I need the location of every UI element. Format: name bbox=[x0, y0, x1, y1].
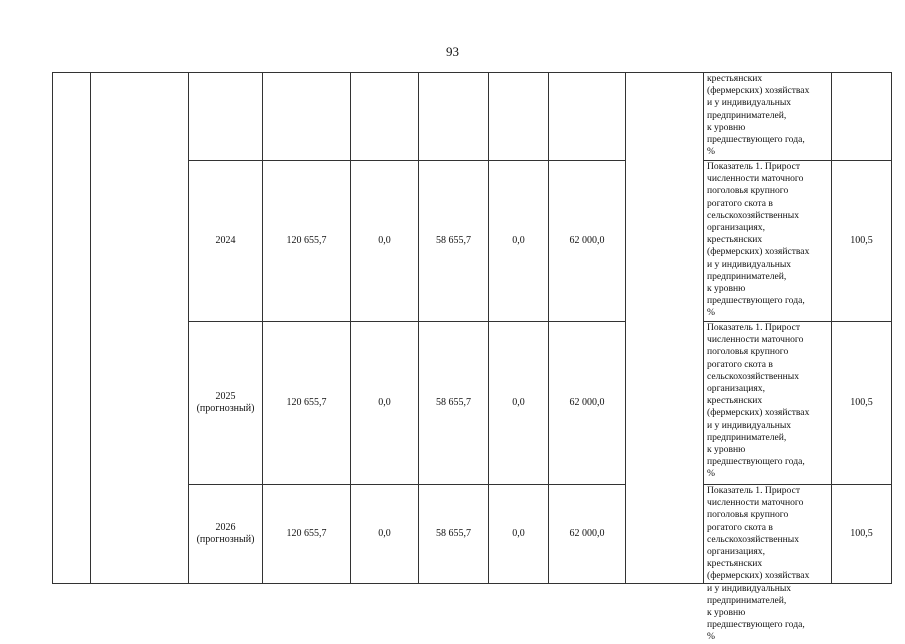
indicator-text: Показатель 1. Прирост численности маточного поголовья крупного рогатого скота в сельскохозяйственных организациях, крестьянских (фермерских) хозяйствах и у индивидуальных предпринимателей, к уровню предшествующего года, % bbox=[707, 161, 810, 319]
table-row bbox=[53, 73, 892, 161]
indicator-value: 100,5 bbox=[832, 485, 892, 584]
empty-cell bbox=[626, 73, 704, 584]
indicator-value: 100,5 bbox=[832, 322, 892, 485]
amount-cell: 0,0 bbox=[489, 161, 549, 322]
indicator-text: крестьянских (фермерских) хозяйствах и у индивидуальных предпринимателей, к уровню предшествующего года, % bbox=[707, 73, 810, 158]
amount-cell: 58 655,7 bbox=[419, 322, 489, 485]
empty-cell bbox=[189, 73, 263, 161]
indicator-cell bbox=[704, 73, 832, 161]
empty-cell bbox=[489, 73, 549, 161]
year-cell bbox=[189, 161, 263, 322]
amount-cell: 62 000,0 bbox=[549, 161, 626, 322]
year-note: (прогнозный) bbox=[196, 534, 255, 545]
page-number: 93 bbox=[446, 44, 459, 59]
year-note: (прогнозный) bbox=[196, 403, 255, 414]
indicator-value: 100,5 bbox=[832, 161, 892, 322]
empty-cell bbox=[53, 73, 91, 584]
year: 2025 bbox=[215, 391, 236, 402]
indicator-cell bbox=[704, 322, 832, 485]
total-cell: 120 655,7 bbox=[263, 161, 351, 322]
amount-cell: 58 655,7 bbox=[419, 161, 489, 322]
empty-cell bbox=[263, 73, 351, 161]
indicator-text: Показатель 1. Прирост численности маточного поголовья крупного рогатого скота в сельскохозяйственных организациях, крестьянских (фермерских) хозяйствах и у индивидуальных предпринимателей, к уровню предшествующего года, % bbox=[707, 485, 810, 643]
year: 2024 bbox=[215, 235, 236, 246]
empty-cell bbox=[351, 73, 419, 161]
total-cell: 120 655,7 bbox=[263, 322, 351, 485]
amount-cell: 62 000,0 bbox=[549, 485, 626, 584]
amount-cell: 0,0 bbox=[351, 161, 419, 322]
amount-cell: 0,0 bbox=[489, 485, 549, 584]
year: 2026 bbox=[215, 522, 236, 533]
total-cell: 120 655,7 bbox=[263, 485, 351, 584]
year-cell bbox=[189, 485, 263, 584]
empty-cell bbox=[419, 73, 489, 161]
empty-cell bbox=[549, 73, 626, 161]
indicator-text: Показатель 1. Прирост численности маточного поголовья крупного рогатого скота в сельскохозяйственных организациях, крестьянских (фермерских) хозяйствах и у индивидуальных предпринимателей, к уровню предшествующего года, % bbox=[707, 322, 810, 480]
indicator-cell bbox=[704, 161, 832, 322]
indicator-cell bbox=[704, 485, 832, 643]
amount-cell: 62 000,0 bbox=[549, 322, 626, 485]
empty-cell bbox=[91, 73, 189, 584]
empty-cell bbox=[832, 73, 892, 161]
year-cell bbox=[189, 322, 263, 485]
amount-cell: 0,0 bbox=[351, 485, 419, 584]
amount-cell: 0,0 bbox=[489, 322, 549, 485]
amount-cell: 58 655,7 bbox=[419, 485, 489, 584]
amount-cell: 0,0 bbox=[351, 322, 419, 485]
budget-table bbox=[52, 72, 892, 643]
